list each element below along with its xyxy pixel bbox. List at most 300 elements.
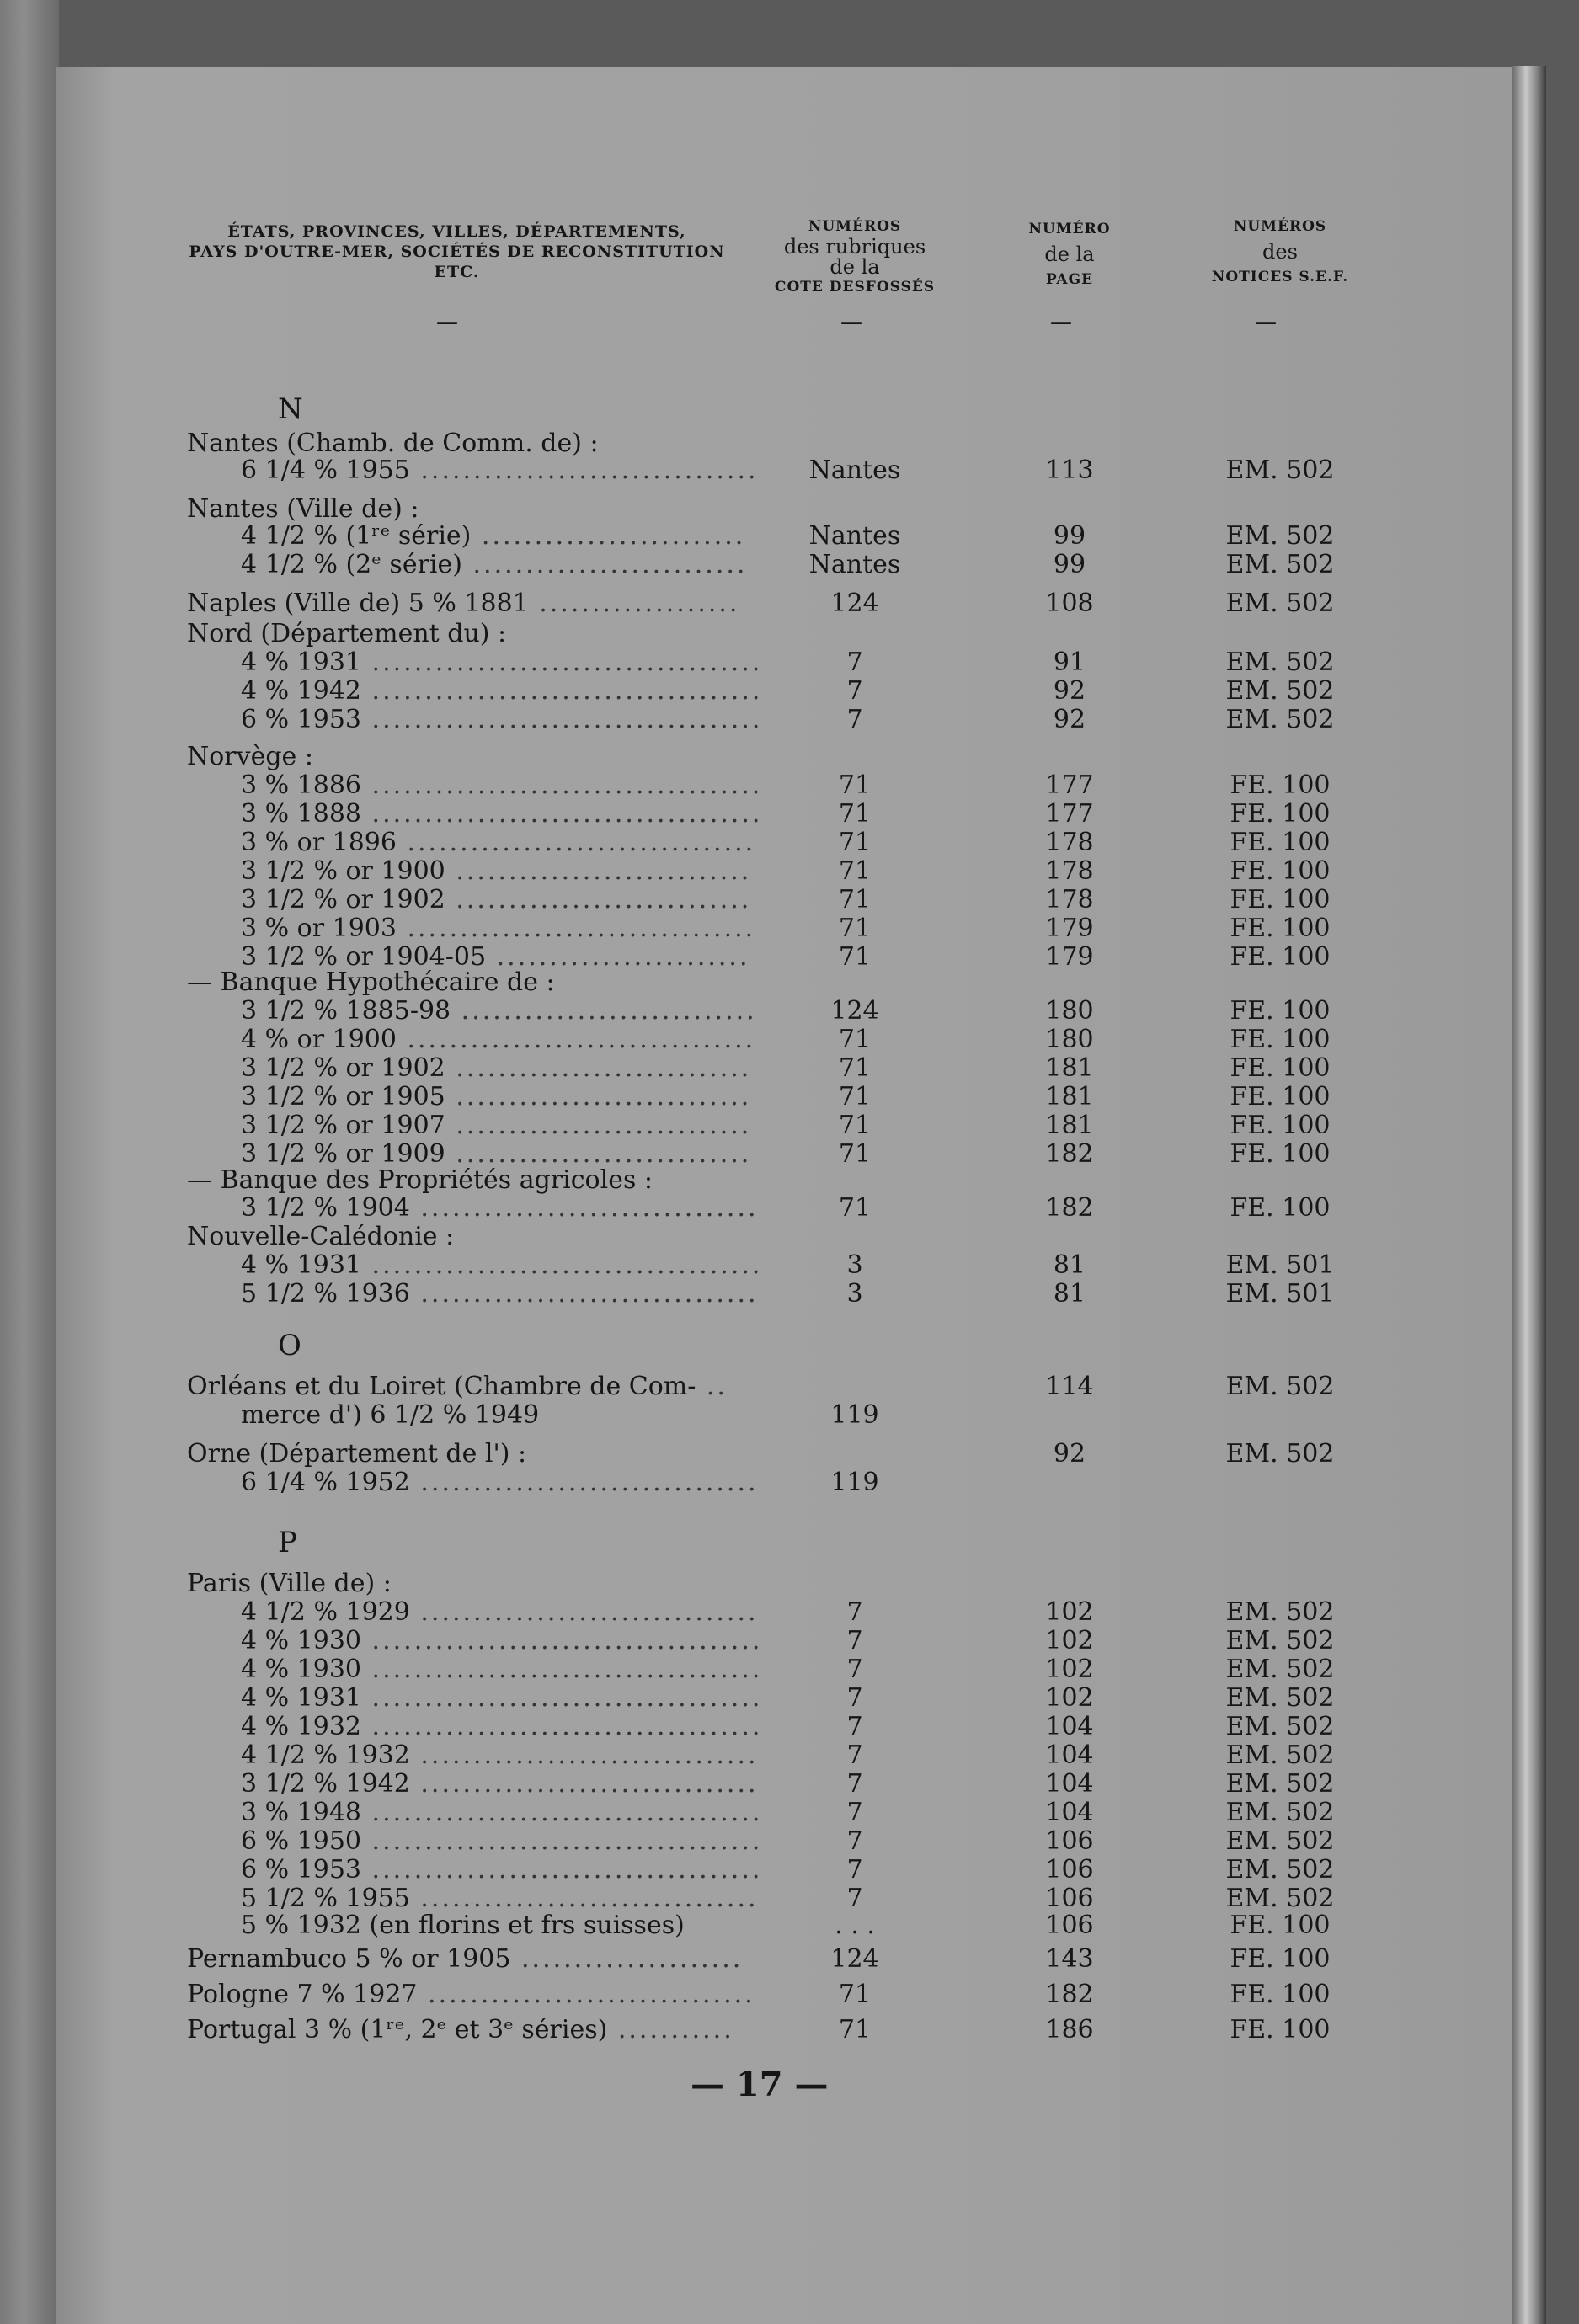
header-col-notices [1171,216,1390,287]
row-label [241,1713,762,1740]
page-number-cell: 104 [1045,1740,1094,1770]
cote-number: 7 [846,1826,863,1856]
row-label-text: 4 % or 1900 [241,1025,397,1054]
leader-dots: ..................................... [361,648,763,677]
cote-number: 71 [838,885,872,914]
row-label-text: 3 1/2 % or 1905 [241,1082,445,1111]
page-number-cell: 92 [1053,676,1086,706]
row-label [187,1570,392,1597]
header-dash-col2: — [1050,310,1072,335]
table-row [0,1280,1579,1308]
cote-number: 7 [846,1597,863,1627]
cote-number: 7 [846,648,863,677]
leader-dots: ................................. [396,914,756,943]
row-label [241,1684,762,1712]
page-number-cell: 179 [1045,914,1094,943]
leader-dots: ................................ [409,456,759,485]
row-label [241,1194,759,1222]
row-label-text: 5 1/2 % 1936 [241,1279,410,1309]
table-row [0,1166,1579,1194]
page-number-cell: 104 [1045,1712,1094,1741]
page-number-cell: 81 [1053,1250,1086,1280]
table-row [0,1713,1579,1740]
row-label [187,429,599,457]
header-col-entity-line3: ETC. [434,263,480,281]
page-number-cell: 143 [1045,1944,1094,1974]
section-letter-p: P [278,1526,297,1559]
table-row [0,914,1579,942]
row-label-text: 4 % 1930 [241,1626,362,1655]
header-col-cote-line4: COTE DESFOSSÉS [774,279,936,296]
cote-number: Nantes [808,456,901,485]
leader-dots: ............................ [445,1082,752,1111]
row-label-text: 4 % 1931 [241,648,362,677]
notice-number: EM. 502 [1225,1884,1335,1913]
page-number-cell: 182 [1045,1980,1094,2009]
page-number-cell: 177 [1045,799,1094,829]
notice-number: EM. 501 [1225,1279,1335,1309]
row-label [241,456,759,484]
header-col-notices-line2: des [1262,240,1298,264]
table-row [0,1598,1579,1626]
leader-dots: ........................ [486,942,750,972]
cote-number: . . . [835,1911,875,1940]
row-label [241,857,751,885]
leader-dots: ................................ [409,1884,759,1913]
leader-dots: ..................................... [361,770,763,800]
leader-dots: ............................ [445,1111,752,1140]
table-row [0,1884,1579,1912]
cote-number: 71 [838,770,872,800]
page-number-cell: 180 [1045,996,1094,1026]
row-label-text: 3 % 1948 [241,1798,362,1827]
row-label [241,1083,751,1111]
row-label [187,1166,653,1194]
table-row [0,743,1579,770]
row-label [241,1054,751,1082]
notice-number: FE. 100 [1230,1911,1331,1940]
cote-number: 7 [846,1855,863,1884]
notice-number: EM. 502 [1225,1798,1335,1827]
header-col-entity-line1: ÉTATS, PROVINCES, VILLES, DÉPARTEMENTS, [227,222,686,241]
notice-number: FE. 100 [1230,1025,1331,1054]
table-row [0,1111,1579,1139]
row-label-text: 6 % 1953 [241,1855,362,1884]
row-label-text: 4 % 1932 [241,1712,362,1741]
notice-number: FE. 100 [1230,1139,1331,1169]
cote-number: 71 [838,914,872,943]
row-label-text: Nantes (Chamb. de Comm. de) : [187,429,599,458]
cote-number: 71 [838,1025,872,1054]
row-label [241,1884,759,1912]
row-label [187,1223,454,1250]
cote-number: Nantes [808,550,901,579]
notice-number: EM. 502 [1225,1597,1335,1627]
row-label-text: 3 1/2 % or 1902 [241,885,445,914]
row-label [187,1980,755,2008]
page-number-cell: 99 [1053,521,1086,551]
leader-dots: ................................. [396,828,756,857]
leader-dots: ..................................... [361,1250,763,1280]
notice-number: EM. 502 [1225,1769,1335,1799]
table-row [0,1945,1579,1973]
header-dash-col1: — [840,310,862,335]
notice-number: EM. 502 [1225,1439,1335,1468]
row-label-text: 3 1/2 % or 1904-05 [241,942,487,972]
cote-number: 71 [838,1139,872,1169]
notice-number: EM. 502 [1225,676,1335,706]
cote-number: 3 [846,1279,863,1309]
page-number-cell: 104 [1045,1798,1094,1827]
row-label [187,743,313,770]
table-row [0,1468,1579,1496]
notice-number: EM. 502 [1225,550,1335,579]
row-label [241,997,757,1025]
leader-dots: ............................ [445,1053,752,1083]
page-number-cell: 99 [1053,550,1086,579]
page-number-cell: 181 [1045,1111,1094,1140]
cote-number: 71 [838,942,872,972]
table-row [0,1083,1579,1111]
row-label [241,1741,759,1769]
leader-dots: ............................ [445,885,752,914]
leader-dots: ............................ [451,996,757,1026]
cote-number: 7 [846,1884,863,1913]
row-label-text: 4 % 1930 [241,1655,362,1684]
cote-number: Nantes [808,521,901,551]
table-row [0,1223,1579,1250]
page-number-cell: 181 [1045,1053,1094,1083]
page-number-cell: 178 [1045,856,1094,886]
page-number: — 17 — [691,2065,829,2104]
leader-dots: ..................................... [361,1712,763,1741]
page-number-cell: 106 [1045,1884,1094,1913]
row-label-text: Orne (Département de l') : [187,1439,527,1468]
notice-number: FE. 100 [1230,914,1331,943]
notice-number: FE. 100 [1230,1111,1331,1140]
page-number-cell: 102 [1045,1655,1094,1684]
header-col-cote-line2: des rubriques [783,235,926,259]
leader-dots: ................... [528,589,740,618]
table-row [0,648,1579,676]
leader-dots: ......................... [471,521,746,551]
header-col-page-line2: de la [1044,243,1095,266]
table-row [0,1054,1579,1082]
row-label [241,1280,759,1308]
notice-number: FE. 100 [1230,828,1331,857]
table-row [0,1627,1579,1655]
row-label [241,800,762,828]
cote-number: 71 [838,1111,872,1140]
cote-number: 7 [846,676,863,706]
page-number-cell: 106 [1045,1855,1094,1884]
row-label [241,1627,762,1655]
section-letter-o: O [278,1329,301,1362]
notice-number: FE. 100 [1230,856,1331,886]
page-number-cell: 180 [1045,1025,1094,1054]
cote-number: 71 [838,1193,872,1223]
notice-number: FE. 100 [1230,942,1331,972]
notice-number: EM. 502 [1225,1655,1335,1684]
row-label-text: 6 1/4 % 1955 [241,456,410,485]
table-row [0,857,1579,885]
cote-number: 71 [838,1980,872,2009]
header-dash-col3: — [1255,310,1277,335]
table-row [0,1373,1579,1400]
row-label [241,1911,685,1939]
page-number-cell: 178 [1045,885,1094,914]
table-row [0,997,1579,1025]
row-label [241,1655,762,1683]
row-label-text: 3 % or 1903 [241,914,397,943]
cote-number: 71 [838,1082,872,1111]
page-number-cell: 182 [1045,1193,1094,1223]
leader-dots: ..................... [510,1944,744,1974]
page-number-cell: 106 [1045,1826,1094,1856]
cote-number: 124 [830,996,879,1026]
table-row [0,677,1579,705]
notice-number: FE. 100 [1230,885,1331,914]
leader-dots: ..................................... [361,1626,763,1655]
row-label-text: Nouvelle-Calédonie : [187,1222,455,1251]
notice-number: FE. 100 [1230,996,1331,1026]
notice-number: EM. 502 [1225,1683,1335,1713]
row-label [241,551,747,578]
cote-number: 7 [846,1655,863,1684]
header-col-cote [758,216,952,297]
row-label-text: Nantes (Ville de) : [187,494,419,524]
row-label-text: Pernambuco 5 % or 1905 [187,1944,511,1974]
header-dash-col0: — [436,310,458,335]
leader-dots: ............................ [445,1139,752,1169]
header-col-page-line3: PAGE [1045,271,1094,288]
row-label [241,1140,751,1168]
page-number-cell: 102 [1045,1597,1094,1627]
row-label-text: 3 1/2 % 1904 [241,1193,410,1223]
row-label-text: 4 % 1931 [241,1683,362,1713]
notice-number: EM. 502 [1225,1372,1335,1401]
section-letter-n: N [278,392,303,426]
leader-dots: ..................................... [361,1655,763,1684]
cote-number: 71 [838,856,872,886]
page-number-cell: 182 [1045,1139,1094,1169]
leader-dots: ..................................... [361,1683,763,1713]
leader-dots: ........... [607,2015,734,2044]
notice-number: EM. 502 [1225,1855,1335,1884]
row-label [187,968,555,996]
table-row [0,1401,1579,1429]
header-col-entity [181,221,733,282]
table-row [0,1770,1579,1798]
row-label-text: 5 1/2 % 1955 [241,1884,410,1913]
row-label-text: 3 1/2 % or 1902 [241,1053,445,1083]
table-row [0,1980,1579,2008]
table-row [0,1799,1579,1826]
row-label-text: 3 1/2 % or 1909 [241,1139,445,1169]
header-col-page-line1: NUMÉRO [1028,221,1111,237]
table-row [0,522,1579,550]
table-row [0,968,1579,996]
cote-number: 3 [846,1250,863,1280]
row-label-text: 6 % 1953 [241,705,362,734]
row-label [241,1799,762,1826]
notice-number: FE. 100 [1230,2015,1331,2044]
page-number-cell: 106 [1045,1911,1094,1940]
notice-number: FE. 100 [1230,1980,1331,2009]
row-label-text: Portugal 3 % (1ʳᵉ, 2ᵉ et 3ᵉ séries) [187,2015,608,2044]
cote-number: 7 [846,1683,863,1713]
cote-number: 71 [838,799,872,829]
table-row [0,706,1579,733]
cote-number: 7 [846,1769,863,1799]
row-label [241,522,745,550]
row-label-text: Orléans et du Loiret (Chambre de Com- [187,1372,696,1401]
row-label-text: 4 % 1942 [241,676,362,706]
page-number-cell: 181 [1045,1082,1094,1111]
page-number-cell: 92 [1053,1439,1086,1468]
leader-dots: ............................ [445,856,752,886]
row-label [187,495,419,523]
leader-dots: ..................................... [361,1826,763,1856]
page-number-cell: 91 [1053,648,1086,677]
row-label-text: 5 % 1932 (en florins et frs suisses) [241,1911,685,1940]
leader-dots: ................................ [409,1279,759,1309]
cote-number: 7 [846,705,863,734]
cote-number: 7 [846,1740,863,1770]
leader-dots: ..................................... [361,705,763,734]
table-row [0,1741,1579,1769]
table-row [0,1570,1579,1597]
table-row [0,1140,1579,1168]
leader-dots: ..................................... [361,1798,763,1827]
page-number-cell: 177 [1045,770,1094,800]
table-row [0,1856,1579,1884]
table-row [0,886,1579,914]
page-number-cell: 186 [1045,2015,1094,2044]
page-number-cell: 104 [1045,1769,1094,1799]
row-label-text: 3 1/2 % 1885-98 [241,996,451,1026]
row-label-text: — Banque des Propriétés agricoles : [187,1165,653,1195]
cote-number: 124 [830,589,879,618]
leader-dots: ............................... [417,1980,755,2009]
leader-dots: ................................ [409,1740,759,1770]
row-label [241,648,762,676]
page-number-cell: 102 [1045,1683,1094,1713]
notice-number: FE. 100 [1230,1944,1331,1974]
cote-number: 71 [838,828,872,857]
row-label-text: 3 1/2 % 1942 [241,1769,410,1799]
row-label-text: 4 1/2 % (1ʳᵉ série) [241,521,472,551]
table-row [0,429,1579,457]
row-label [187,620,506,648]
table-row [0,2016,1579,2044]
table-row [0,620,1579,648]
row-label [241,1856,762,1884]
row-label [241,1468,759,1496]
row-label-text: Norvège : [187,742,313,771]
notice-number: EM. 502 [1225,1626,1335,1655]
leader-dots: ................................ [409,1193,759,1223]
table-row [0,1684,1579,1712]
cote-number: 119 [830,1400,879,1430]
row-label-text: 4 1/2 % (2ᵉ série) [241,550,462,579]
table-row [0,456,1579,484]
table-row [0,1827,1579,1855]
leader-dots: .. [696,1372,728,1401]
page-number-cell: 114 [1045,1372,1094,1401]
leader-dots: ................................. [396,1025,756,1054]
notice-number: EM. 502 [1225,589,1335,618]
row-label [241,677,762,705]
row-label-text: — Banque Hypothécaire de : [187,967,555,997]
row-label [187,589,739,617]
row-label [241,1251,762,1279]
leader-dots: .......................... [461,550,748,579]
page-number-cell: 108 [1045,589,1094,618]
cote-number: 7 [846,1798,863,1827]
leader-dots: ................................ [409,1597,759,1627]
header-col-notices-line1: NUMÉROS [1233,218,1327,235]
row-label-text: Nord (Département du) : [187,619,507,648]
table-row [0,1911,1579,1939]
leader-dots: ................................ [409,1468,759,1497]
leader-dots: ..................................... [361,799,763,829]
header-col-page [985,219,1154,290]
notice-number: FE. 100 [1230,1193,1331,1223]
table-row [0,589,1579,617]
table-row [0,551,1579,578]
cote-number: 71 [838,2015,872,2044]
notice-number: EM. 502 [1225,648,1335,677]
row-label-text: Naples (Ville de) 5 % 1881 [187,589,529,618]
page-number-cell: 92 [1053,705,1086,734]
page-number-cell: 102 [1045,1626,1094,1655]
header-col-notices-line3: NOTICES S.E.F. [1211,269,1349,285]
table-row [0,1440,1579,1468]
row-label-text: Pologne 7 % 1927 [187,1980,418,2009]
leader-dots: ..................................... [361,1855,763,1884]
cote-number: 7 [846,1626,863,1655]
row-label-text: 3 1/2 % or 1900 [241,856,445,886]
row-label-text: Paris (Ville de) : [187,1569,392,1598]
notice-number: FE. 100 [1230,1053,1331,1083]
notice-number: EM. 502 [1225,521,1335,551]
table-row [0,1026,1579,1053]
row-label-text: 4 1/2 % 1929 [241,1597,410,1627]
notice-number: FE. 100 [1230,1082,1331,1111]
cote-number: 124 [830,1944,879,1974]
table-row [0,1194,1579,1222]
notice-number: FE. 100 [1230,770,1331,800]
notice-number: FE. 100 [1230,799,1331,829]
row-label [187,1373,728,1400]
cote-number: 71 [838,1053,872,1083]
row-label [241,771,762,799]
cote-number: 7 [846,1712,863,1741]
leader-dots: ................................ [409,1769,759,1799]
row-label-text: 3 % 1888 [241,799,362,829]
row-label-text: 4 1/2 % 1932 [241,1740,410,1770]
header-col-entity-line2: PAYS D'OUTRE-MER, SOCIÉTÉS DE RECONSTITUTION [189,243,725,261]
row-label [241,1401,539,1429]
notice-number: EM. 502 [1225,1712,1335,1741]
row-label [187,1440,526,1468]
page-number-cell: 178 [1045,828,1094,857]
table-row [0,829,1579,856]
table-row [0,1655,1579,1683]
notice-number: EM. 502 [1225,456,1335,485]
row-label [241,706,762,733]
